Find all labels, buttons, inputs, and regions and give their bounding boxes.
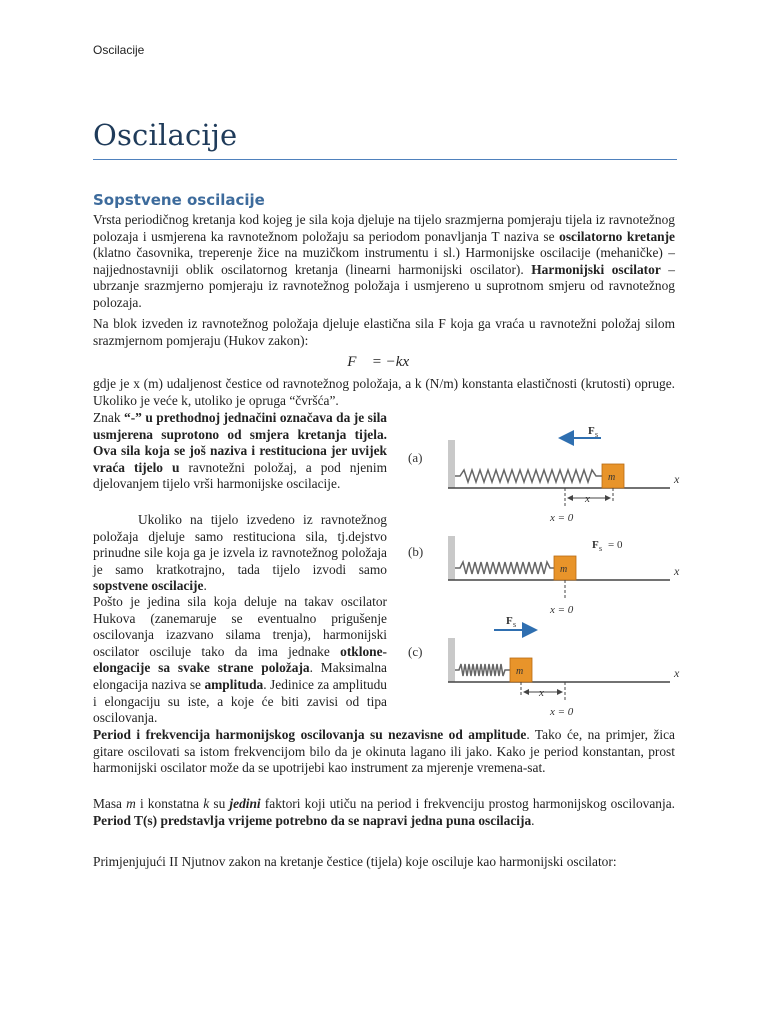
wall-c (448, 638, 455, 682)
force-label-c: F (506, 615, 513, 627)
bold-term: oscilatorno kretanje (559, 228, 675, 244)
text-span: . Tako će, na primjer, žica gitare oscilovati sa istom frekvencijom bilo da je okinuta lagano ili jako. Kako je period konstantan, prost harmonijski oscilator može da se upotrijebi kao instrument za mjerenje vremena-sat. (93, 727, 675, 776)
spring-c (455, 664, 510, 676)
bold-term: Harmonijski oscilator (531, 261, 661, 277)
italic-term: k (203, 796, 210, 811)
axis-label-a: x (674, 472, 680, 486)
paragraph-newton: Primjenjujući II Njutnov zakon na kretanje čestice (tijela) koje osciluje kao harmonijski oscilator: (93, 854, 617, 869)
text-span: Ukoliko na tijelo izvedeno iz ravnotežnog položaja djeluje samo restituciona sila, tj.dejstvo prinudne sile koja ga je izvela iz ravnotežnog položaja je samo kratkotrajno, tada tijelo izvodi samo (93, 512, 387, 577)
italic-term: jedini (229, 796, 261, 811)
text-span: . Jedinice za amplitudu i elongaciju su iste, a koje će biti zavisi od tipa oscilovanja. (93, 676, 387, 726)
paragraph-hooke: Na blok izveden iz ravnotežnog položaja djeluje elastična sila F koja ga vraća u ravnotežni položaj silom srazmjernom pomjeraju (Hukov zakon): (93, 316, 675, 348)
wall-a (448, 440, 455, 488)
paragraph-mass (93, 796, 675, 829)
paragraph-restitution (93, 512, 387, 595)
panel-b (408, 536, 680, 616)
text-span: . Maksimalna elongacija naziva se (93, 660, 387, 692)
force-value-b: = 0 (608, 539, 623, 551)
force-sub-c: s (513, 620, 517, 629)
panel-a (408, 425, 680, 524)
spring-b (455, 562, 554, 574)
panel-b-label: (b) (408, 544, 424, 559)
displacement-label-c: x (539, 687, 544, 699)
force-sub-a: s (595, 430, 599, 439)
italic-term: m (126, 796, 136, 811)
bold-term: otklone-elongacije sa svake strane položaja (93, 643, 387, 676)
spring-block-figure (402, 420, 688, 720)
force-label-b: F (592, 539, 599, 551)
paragraph-sign (93, 410, 387, 493)
bold-term: Period T(s) predstavlja vrijeme potrebno da se napravi jedna puna oscilacija (93, 812, 532, 828)
paragraph-amplitude (93, 594, 387, 727)
text-span: Masa (93, 796, 127, 811)
block-a-label: m (608, 472, 616, 483)
force-label-a: F (588, 425, 595, 437)
running-header: Oscilacije (93, 43, 145, 57)
text-span: –ubrzanje srazmjerno pomjeraju iz ravnotežnog položaja i usmjereno u suprotnom smjeru od ravnotežnog polozaja. (93, 261, 675, 310)
section-heading: Sopstvene oscilacije (93, 191, 265, 209)
document-title: Oscilacije (93, 118, 238, 152)
block-b-label: m (560, 564, 568, 575)
panel-c (408, 615, 680, 718)
bold-term: amplituda (204, 676, 264, 692)
zero-label-a: x = 0 (550, 512, 574, 524)
text-span: ravnotežni položaj, a pod njenim djelovanjem tijelo vrši harmonijske oscilacije. (93, 459, 387, 492)
title-rule (93, 159, 677, 160)
text-span: faktori koji utiču na period i frekvenciju prostog harmonijskog oscilovanja. (260, 796, 675, 811)
panel-c-label: (c) (408, 644, 423, 659)
text-span: su (209, 796, 230, 811)
text-span: (klatno časovnika, treperenje žice na muzičkom instrumentu i sl.) Harmonijske oscilacije (mehaničke) – najjednostavniji oblik oscilatornog kretanja (linearni harmonijski oscilator). (93, 245, 675, 277)
spring-block-diagram (402, 420, 688, 720)
spring-a (455, 470, 602, 482)
hooke-formula: F⃗ = −kx⃗ (347, 354, 421, 370)
paragraph-variables: gdje je x (m) udaljenost čestice od ravnotežnog položaja, a k (N/m) konstanta elastičnosti (krutosti) opruge. Ukoliko je veće k, utoliko je opruga “čvršća”. (93, 376, 675, 408)
zero-label-b: x = 0 (550, 604, 574, 616)
text-span: Vrsta periodičnog kretanja kod kojeg je sila koja djeluje na tijelo srazmjerna pomjeraju tijela iz ravnotežnog polozaja i usmjerena ka ravnotežnom položaju sa periodom ponavljanja T naziva se (93, 212, 675, 244)
text-span: . (531, 812, 535, 828)
bold-term: Period i frekvencija harmonijskog oscilovanja su nezavisne od amplitude (93, 727, 527, 742)
displacement-label-a: x (585, 493, 590, 505)
text-span: Znak (93, 410, 125, 425)
bold-term: sopstvene oscilacije (93, 578, 204, 594)
paragraph-definition (93, 212, 675, 312)
block-c-label: m (516, 666, 524, 677)
axis-label-b: x (674, 564, 680, 578)
text-span: i konstatna (135, 796, 204, 811)
zero-label-c: x = 0 (550, 706, 574, 718)
text-span: Pošto je jedina sila koja deluje na takav oscilator Hukova (zanemaruje se eventualno prigušenje oscilovanja izazvano silama trenja), harmonijski oscilator osciluje tako da ima jednake (93, 594, 387, 659)
panel-a-label: (a) (408, 450, 423, 465)
axis-label-c: x (674, 666, 680, 680)
wall-b (448, 536, 455, 580)
force-sub-b: s (599, 544, 603, 553)
paragraph-period (93, 727, 675, 777)
text-span: . (203, 578, 207, 594)
bold-term: “-” u prethodnoj jednačini označava da je sila usmjerena suprotono od smjera kretanja tijela. Ova sila koja se još naziva i restituciona jer uvijek vraća tijelo u (93, 410, 387, 475)
